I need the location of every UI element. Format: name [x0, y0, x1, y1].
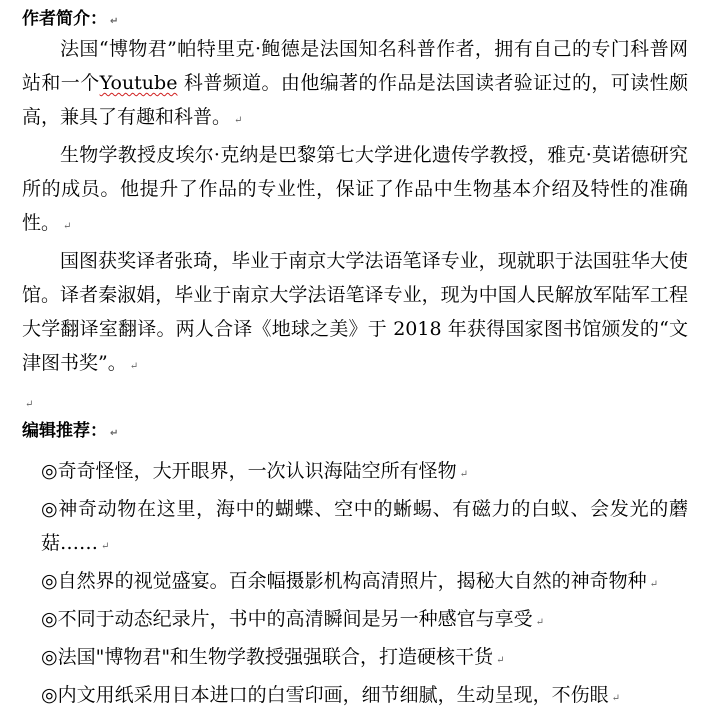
list-item [22, 492, 688, 564]
author-intro-heading-text: 作者简介： [22, 9, 107, 29]
paragraph-mark-icon: ↵ [110, 16, 119, 27]
empty-paragraph [22, 384, 688, 418]
list-item-text: ◎内文用纸采用日本进口的白雪印画，细节细腻，生动呈现，不伤眼 [41, 684, 609, 706]
list-item-text: ◎不同于动态纪录片，书中的高清瞬间是另一种感官与享受 [41, 608, 533, 630]
paragraph-mark-icon: ↵ [535, 617, 544, 628]
list-item [22, 564, 688, 602]
translator-paragraph [22, 244, 688, 384]
paragraph-mark-icon: ↵ [611, 693, 620, 704]
list-item-text: ◎法国"博物君"和生物学教授强强联合，打造硬核干货 [41, 646, 494, 668]
author-paragraph [22, 32, 688, 138]
list-item [22, 678, 688, 716]
recommend-list [22, 454, 688, 716]
document-page [22, 6, 688, 716]
list-item-text: ◎神奇动物在这里，海中的蝴蝶、空中的蜥蜴、有磁力的白蚁、会发光的蘑菇…… [41, 498, 688, 554]
paragraph-mark-icon: ↵ [110, 428, 119, 439]
paragraph-mark-icon: ↵ [459, 469, 468, 480]
list-item [22, 454, 688, 492]
paragraph-mark-icon: ↵ [63, 221, 72, 232]
list-item-text: ◎自然界的视觉盛宴。百余幅摄影机构高清照片，揭秘大自然的神奇物种 [41, 570, 647, 592]
professor-paragraph [22, 138, 688, 244]
author-paragraph-text-cont: 科普频道。由他编著的作品是法国读者验证过的，可读性颇高，兼具了有趣和科普。 [22, 72, 688, 128]
translator-paragraph-text: 国图获奖译者张琦，毕业于南京大学法语笔译专业，现就职于法国驻华大使馆。译者秦淑娟，毕业于南京大学法语笔译专业，现为中国人民解放军陆军工程大学翻译室翻译。两人合译《地球之美》于 2018 年获得国家图书馆颁发的“文津图书奖”。 [22, 250, 688, 374]
editor-recommend-heading-text: 编辑推荐： [22, 421, 107, 441]
paragraph-mark-icon: ↵ [649, 579, 658, 590]
paragraph-mark-icon: ↵ [234, 115, 243, 126]
list-item-text: ◎奇奇怪怪，大开眼界，一次认识海陆空所有怪物 [41, 460, 457, 482]
professor-paragraph-text: 生物学教授皮埃尔·克纳是巴黎第七大学进化遗传学教授，雅克·莫诺德研究所的成员。他提升了作品的专业性，保证了作品中生物基本介绍及特性的准确性。 [22, 144, 688, 234]
paragraph-mark-icon: ↵ [101, 541, 110, 552]
list-item [22, 640, 688, 678]
paragraph-mark-icon: ↵ [129, 361, 139, 372]
editor-recommend-heading [22, 418, 688, 444]
spacer [22, 444, 688, 454]
youtube-text-spellcheck: Youtube [99, 72, 178, 94]
paragraph-mark-icon: ↵ [496, 655, 505, 666]
paragraph-mark-icon: ↵ [25, 399, 34, 410]
author-intro-heading [22, 6, 688, 32]
author-paragraph-text: 法国“博物君”帕特里克·鲍德是法国知名科普作者，拥有自己的专门科普网站和一个 [22, 38, 688, 94]
list-item [22, 602, 688, 640]
